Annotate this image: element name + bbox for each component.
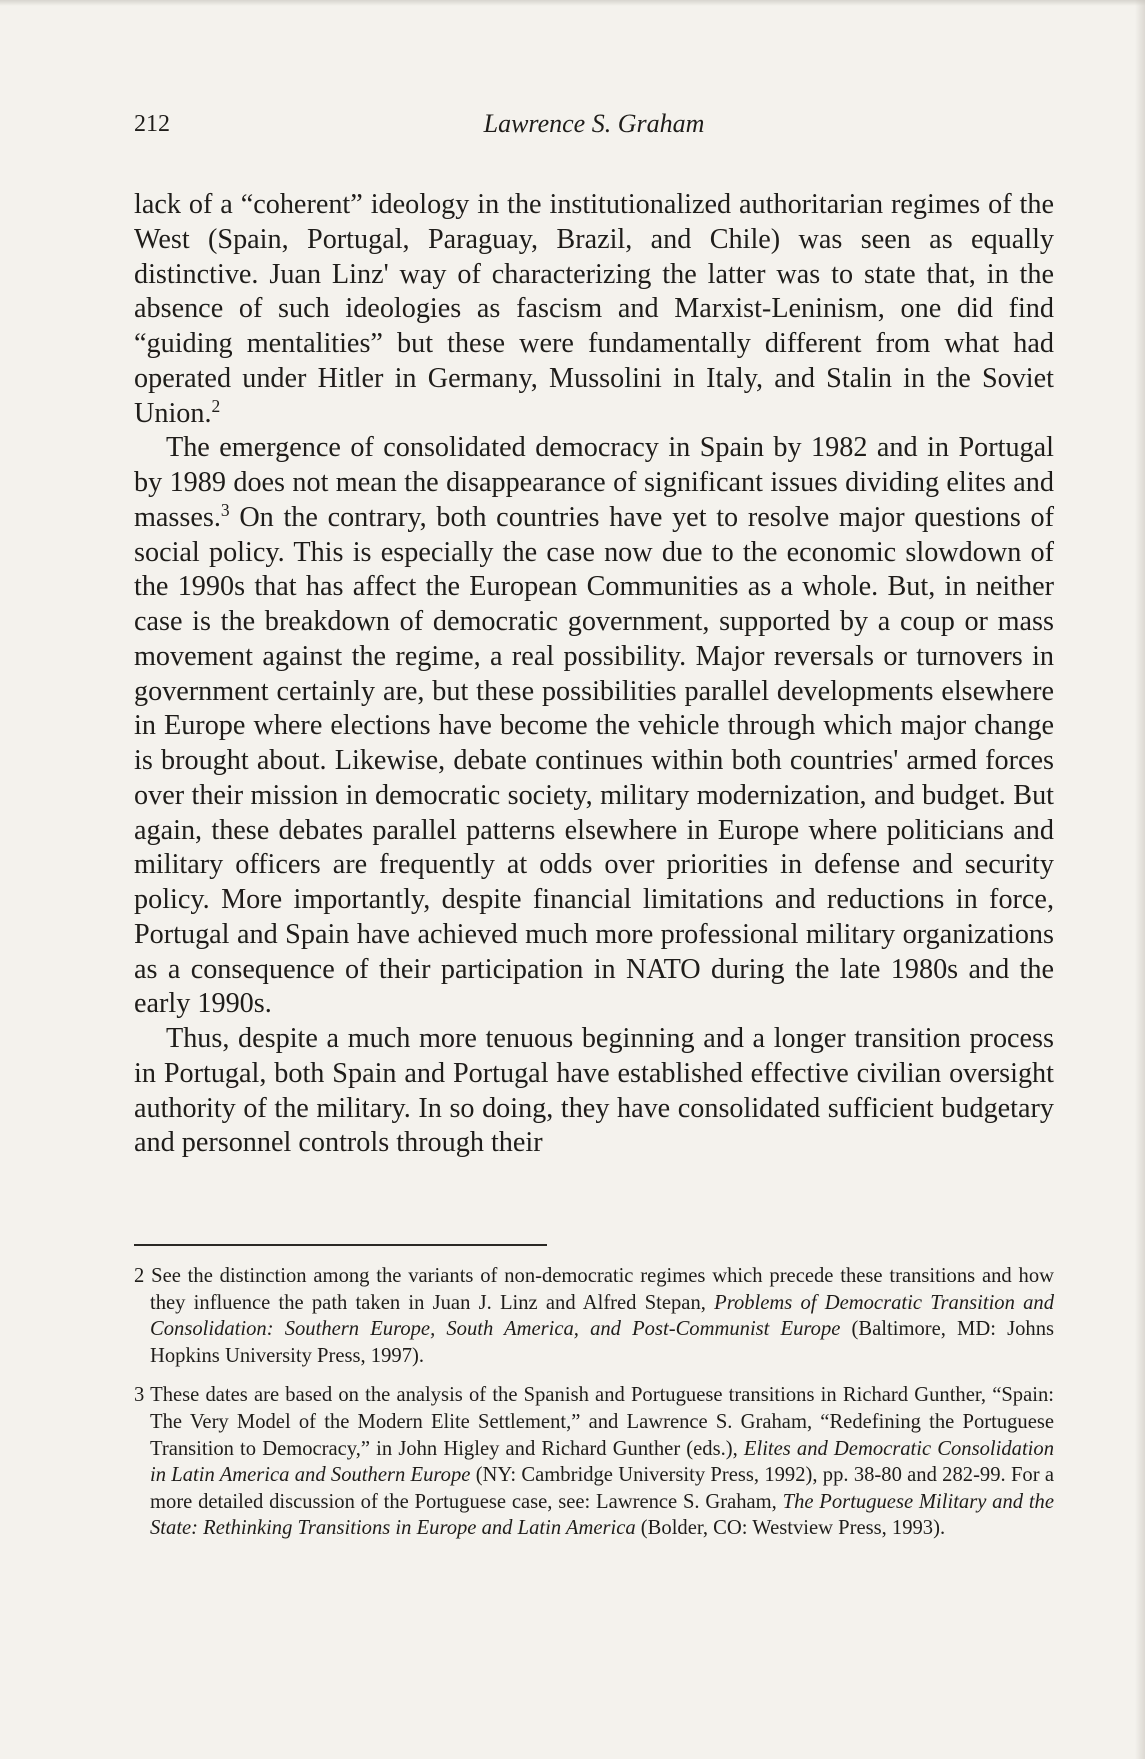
book-title: The Portuguese Military and the State: Rethinking Transitions in Europe and Latin America (150, 1490, 1054, 1540)
footnote-number: 2 (134, 1265, 145, 1287)
body-text (134, 188, 1054, 1161)
paragraph-2 (134, 431, 1054, 1022)
scan-edge-shadow-right (1135, 0, 1145, 1759)
footnote-text: (NY: Cambridge University Press, 1992), pp. 38-80 and 282-99. For a more detailed discussion of the Portuguese case, see: Lawrence S. Graham, (150, 1464, 1054, 1513)
running-head: Lawrence S. Graham (483, 109, 705, 138)
paragraph-2-text-b: On the contrary, both countries have yet to resolve major questions of social policy. This is especially the case now due to the economic slowdown of the 1990s that has affect the European Communities as a whole. But, in neither case is the breakdown of democratic government, supported by a coup or mass movement against the regime, a real possibility. Major reversals or turnovers in government certainly are, but these possibilities parallel developments elsewhere in Europe where elections have become the vehicle through which major change is brought about. Likewise, debate continues within both countries' armed forces over their mission in democratic society, military modernization, and budget. But again, these debates parallel patterns elsewhere in Europe where politicians and military officers are frequently at odds over priorities in defense and security policy. More importantly, despite financial limitations and reductions in force, Portugal and Spain have achieved much more professional military organizations as a consequence of their participation in NATO during the late 1980s and the early 1990s. (134, 501, 1054, 1020)
paragraph-1 (134, 188, 1054, 431)
footnote-ref-3: 3 (220, 499, 230, 520)
page-number: 212 (134, 111, 170, 137)
paragraph-3-text: Thus, despite a much more tenuous beginning and a longer transition process in Portugal, both Spain and Portugal have established effective civilian oversight authority of the military. In so doing, they have consolidated sufficient budgetary and personnel controls through their (134, 1023, 1054, 1159)
footnote-text: See the distinction among the variants of non-democratic regimes which precede these transitions and how they influence the path taken in Juan J. Linz and Alfred Stepan, (150, 1265, 1054, 1314)
footnote-divider (134, 1244, 547, 1246)
footnote-text: These dates are based on the analysis of the Spanish and Portuguese transitions in Richard Gunther, “Spain: The Very Model of the Modern Elite Settlement,” and Lawrence S. Graham, “Redefining the Portuguese Transition to Democracy,” in John Higley and Richard Gunther (eds.), (150, 1384, 1054, 1460)
paragraph-3 (134, 1022, 1054, 1161)
paragraph-1-text: lack of a “coherent” ideology in the institutionalized authoritarian regimes of the West (Spain, Portugal, Paraguay, Brazil, and Chile) was seen as equally distinctive. Juan Linz' way of characterizing the latter was to state that, in the absence of such ideologies as fascism and Marxist-Leninism, one did find “guiding mentalities” but these were fundamentally different from what had operated under Hitler in Germany, Mussolini in Italy, and Stalin in the Soviet Union. (134, 189, 1054, 429)
footnote-3 (134, 1382, 1054, 1542)
footnote-ref-2: 2 (211, 395, 221, 416)
book-title: Problems of Democratic Transition and Consolidation: Southern Europe, South America, and Post-Communist Europe (150, 1291, 1054, 1341)
paragraph-2-text-a: The emergence of consolidated democracy in Spain by 1982 and in Portugal by 1989 does not mean the disappearance of significant issues dividing elites and masses. (134, 432, 1054, 533)
footnotes (134, 1263, 1054, 1555)
footnote-text: (Baltimore, MD: Johns Hopkins University Press, 1997). (150, 1318, 1054, 1367)
book-title: Elites and Democratic Consolidation in Latin America and Southern Europe (150, 1437, 1054, 1487)
footnote-2 (134, 1263, 1054, 1369)
footnote-number: 3 (134, 1384, 145, 1407)
scan-edge-shadow (0, 0, 1145, 6)
footnote-text: (Bolder, CO: Westview Press, 1993). (635, 1517, 946, 1540)
page-header (134, 108, 1054, 148)
